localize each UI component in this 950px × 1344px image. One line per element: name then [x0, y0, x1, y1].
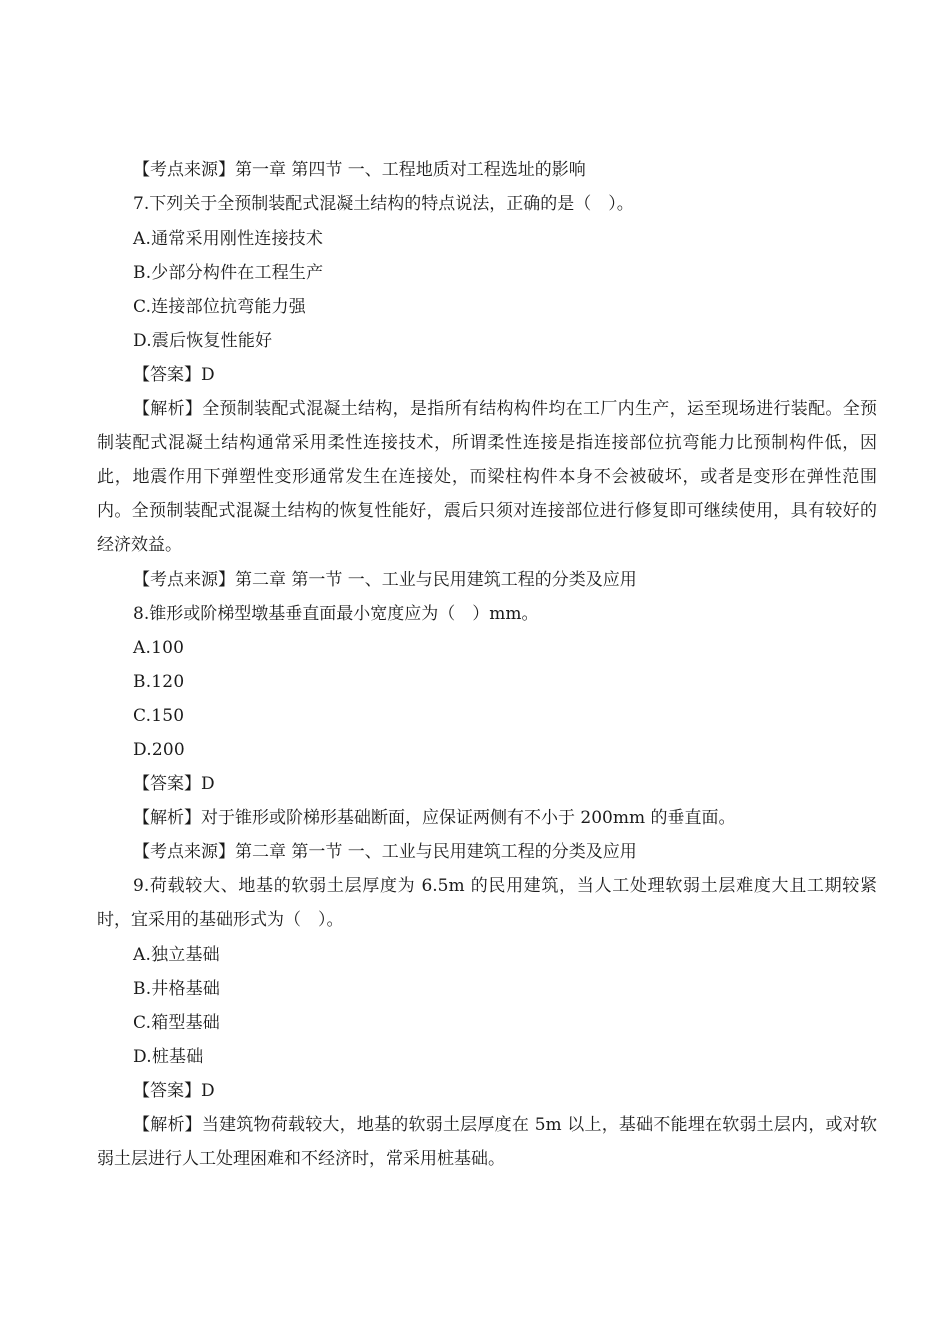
q8-option-a: A.100	[133, 638, 185, 658]
q7-option-d: D.震后恢复性能好	[133, 331, 273, 351]
q8-option-c: C.150	[133, 706, 185, 726]
q7-option-c: C.连接部位抗弯能力强	[133, 297, 307, 317]
q8-analysis: 【解析】对于锥形或阶梯形基础断面，应保证两侧有不小于 200mm 的垂直面。	[133, 808, 736, 828]
q7-source: 【考点来源】第二章 第一节 一、工业与民用建筑工程的分类及应用	[133, 570, 637, 590]
q9-option-a: A.独立基础	[133, 945, 220, 965]
q9-answer: 【答案】D	[133, 1081, 215, 1101]
q7-analysis-text: 【解析】全预制装配式混凝土结构，是指所有结构构件均在工厂内生产，运至现场进行装配。全预制装配式混凝土结构通常采用柔性连接技术，所谓柔性连接是指连接部位抗弯能力比预制构件低，因此，地震作用下弹塑性变形通常发生在连接处，而梁柱构件本身不会被破坏，或者是变形在弹性范围内。全预制装配式混凝土结构的恢复性能好，震后只须对连接部位进行修复即可继续使用，具有较好的经济效益。	[97, 399, 877, 555]
q9-stem	[97, 869, 877, 937]
q8-option-d: D.200	[133, 740, 185, 760]
q9-stem-text: 9.荷载较大、地基的软弱土层厚度为 6.5m 的民用建筑，当人工处理软弱土层难度大且工期较紧时，宜采用的基础形式为（ ）。	[97, 876, 877, 930]
q7-option-a: A.通常采用刚性连接技术	[133, 229, 324, 249]
q7-option-b: B.少部分构件在工程生产	[133, 263, 324, 283]
q7-answer: 【答案】D	[133, 365, 215, 385]
q7-stem: 7.下列关于全预制装配式混凝土结构的特点说法，正确的是（ ）。	[133, 194, 634, 214]
q8-answer: 【答案】D	[133, 774, 215, 794]
q9-analysis-text: 【解析】当建筑物荷载较大，地基的软弱土层厚度在 5m 以上，基础不能埋在软弱土层内，或对软弱土层进行人工处理困难和不经济时，常采用桩基础。	[97, 1115, 877, 1169]
q8-source: 【考点来源】第二章 第一节 一、工业与民用建筑工程的分类及应用	[133, 842, 637, 862]
q8-option-b: B.120	[133, 672, 185, 692]
q6-source: 【考点来源】第一章 第四节 一、工程地质对工程选址的影响	[133, 160, 586, 180]
q9-option-d: D.桩基础	[133, 1047, 204, 1067]
q9-option-c: C.箱型基础	[133, 1013, 221, 1033]
q9-analysis	[97, 1108, 877, 1176]
q7-analysis	[97, 392, 877, 562]
q9-option-b: B.井格基础	[133, 979, 221, 999]
q8-stem: 8.锥形或阶梯型墩基垂直面最小宽度应为（ ）mm。	[133, 604, 539, 624]
